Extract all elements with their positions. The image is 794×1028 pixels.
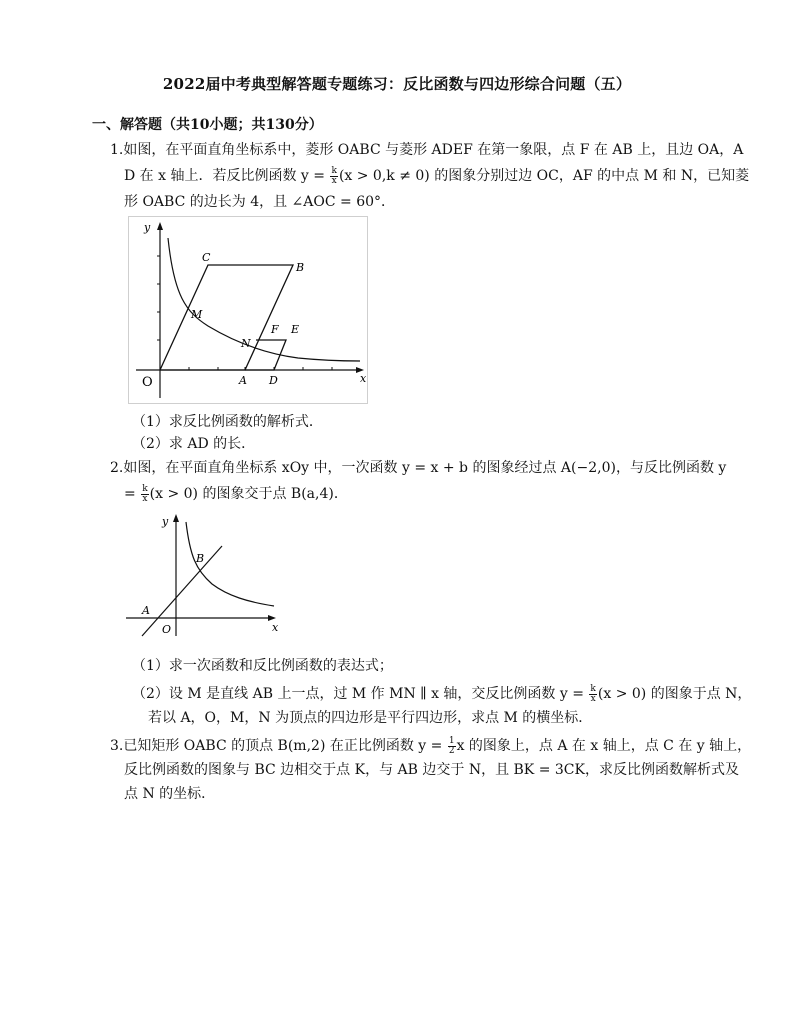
q2-fraction xyxy=(141,485,148,504)
q3-line-3: 点 N 的坐标． xyxy=(124,786,216,802)
q1-y-arrow xyxy=(157,222,163,230)
q1-fraction xyxy=(330,167,337,186)
q1-label-D: D xyxy=(269,374,278,387)
q1-number: 1. xyxy=(110,142,124,158)
q2-text-2a: = xyxy=(124,486,141,502)
q2-label-A: A xyxy=(142,604,150,617)
q1-label-F: F xyxy=(271,323,279,336)
q2-figure xyxy=(124,512,284,640)
q1-label-E: E xyxy=(291,323,300,336)
q2-sub-2-line-2: 若以 A，O，M，N 为顶点的四边形是平行四边形，求点 M 的横坐标． xyxy=(148,710,593,726)
q2-line-ab xyxy=(142,546,222,636)
q3-text-1a: 已知矩形 OABC 的顶点 B(m,2) 在正比例函数 y = xyxy=(123,738,447,754)
q2-sub2-fraction xyxy=(589,685,596,704)
q3-frac-num: 1 xyxy=(448,735,455,746)
section-heading: 一、解答题（共10小题；共130分） xyxy=(92,117,323,133)
q1-text-2b: (x > 0,k ≠ 0) 的图象分别过边 OC，AF 的中点 M 和 N，已知菱 xyxy=(338,168,750,184)
q1-line-2 xyxy=(124,166,749,186)
document-title: 2022届中考典型解答题专题练习：反比函数与四边形综合问题（五） xyxy=(162,75,632,93)
q1-figure-frame xyxy=(129,217,368,404)
q2-line-2 xyxy=(124,484,348,504)
q1-label-x: x xyxy=(360,372,367,385)
q1-text-1: 如图，在平面直角坐标系中，菱形 OABC 与菱形 ADEF 在第一象限，点 F 在 AB 上，且边 OA，A xyxy=(123,142,744,158)
q1-frac-den: x xyxy=(331,175,337,186)
q2-sub2-frac-den: x xyxy=(590,693,596,704)
q2-text-2b: (x > 0) 的图象交于点 B(a,4)． xyxy=(149,486,348,502)
q2-sub2-frac-num: k xyxy=(590,683,596,694)
q2-frac-den: x xyxy=(142,493,148,504)
q3-frac-den: 2 xyxy=(448,745,455,756)
q3-number: 3. xyxy=(110,738,124,754)
q1-hyperbola xyxy=(168,238,360,361)
q2-y-arrow xyxy=(173,514,179,522)
q2-label-B: B xyxy=(196,552,205,565)
q2-sub2-a: （2）设 M 是直线 AB 上一点，过 M 作 MN ∥ x 轴，交反比例函数 y = xyxy=(132,686,589,702)
q1-line-3 xyxy=(124,192,395,212)
q3-fraction xyxy=(448,737,456,756)
q1-label-B: B xyxy=(296,261,305,274)
q2-sub-1: （1）求一次函数和反比例函数的表达式； xyxy=(132,658,393,674)
q1-frac-num: k xyxy=(331,165,337,176)
q2-sub-2-line-1 xyxy=(132,684,751,704)
q1-line-1 xyxy=(110,140,743,160)
q1-figure xyxy=(128,216,368,404)
q2-label-x: x xyxy=(272,621,279,634)
q2-line-1 xyxy=(110,458,726,478)
q2-sub2-b: (x > 0) 的图象于点 N， xyxy=(597,686,752,702)
q2-number: 2. xyxy=(110,460,124,476)
q1-label-M: M xyxy=(191,308,203,321)
q1-text-2a: D 在 x 轴上．若反比例函数 y = xyxy=(124,168,330,184)
q3-line-1 xyxy=(110,736,751,756)
q1-label-C: C xyxy=(202,251,211,264)
q2-label-y: y xyxy=(162,515,169,528)
q1-label-N: N xyxy=(241,337,251,350)
q2-text-1: 如图，在平面直角坐标系 xOy 中，一次函数 y = x + b 的图象经过点 A(−2,0)，与反比例函数 y xyxy=(123,460,727,476)
q1-rhombus-oabc xyxy=(160,265,293,370)
q2-label-O: O xyxy=(162,623,172,636)
q3-text-1b: x 的图象上，点 A 在 x 轴上，点 C 在 y 轴上， xyxy=(456,738,752,754)
q3-line-2: 反比例函数的图象与 BC 边相交于点 K，与 AB 边交于 N，且 BK = 3CK，求反比例函数解析式及 xyxy=(124,762,739,778)
q1-sub-2: （2）求 AD 的长． xyxy=(132,436,256,452)
q1-label-O: O xyxy=(142,375,153,390)
q1-sub-1: （1）求反比例函数的解析式． xyxy=(132,414,323,430)
q1-label-y: y xyxy=(144,221,151,234)
q1-text-3: 形 OABC 的边长为 4，且 ∠AOC = 60°． xyxy=(124,194,396,210)
q1-label-A: A xyxy=(239,374,247,387)
q2-frac-num: k xyxy=(142,483,148,494)
